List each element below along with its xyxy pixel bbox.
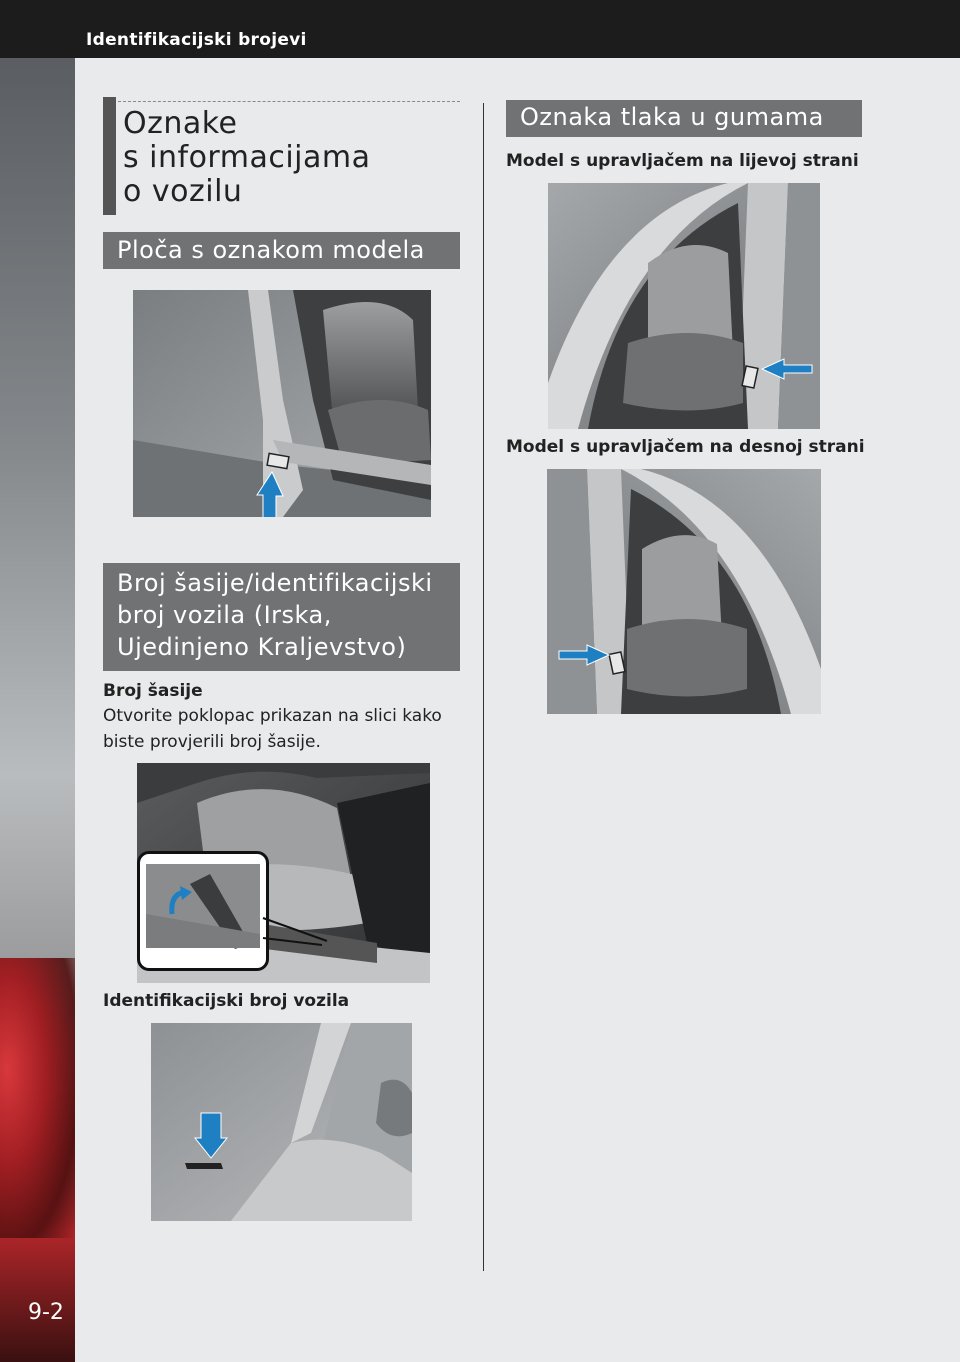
section-title-rule [118, 101, 460, 102]
column-divider [483, 103, 484, 1271]
rhd-label: Model s upravljačem na desnoj strani [506, 437, 865, 457]
chassis-heading-box [103, 563, 460, 671]
top-bar [0, 0, 960, 58]
lhd-label: Model s upravljačem na lijevoj strani [506, 151, 859, 171]
model-plate-image [133, 290, 431, 517]
tire-heading-box [506, 100, 862, 137]
page-number: 9-2 [28, 1300, 64, 1325]
chapter-title: Identifikacijski brojevi [86, 30, 307, 50]
vin-label: Identifikacijski broj vozila [103, 991, 350, 1011]
section-title-block [103, 97, 460, 215]
tire-heading: Oznaka tlaka u gumama [520, 103, 824, 131]
sidebar-strip [0, 58, 75, 1362]
model-plate-heading-box [103, 232, 460, 269]
lhd-tire-label-image [548, 183, 820, 429]
section-title: Oznake s informacijama o vozilu [123, 106, 371, 209]
chassis-heading: Broj šasije/identifikacijski broj vozila (Irska, Ujedinjeno Kraljevstvo) [117, 569, 433, 661]
section-title-bar [103, 97, 116, 215]
chassis-subheading: Broj šasije [103, 681, 203, 701]
vin-image [151, 1023, 412, 1221]
chassis-instructions: Otvorite poklopac prikazan na slici kako biste provjerili broj šasije. [103, 706, 442, 752]
chassis-cover-image [137, 763, 430, 983]
car-image-strip [0, 958, 75, 1238]
rhd-tire-label-image [547, 469, 821, 714]
model-plate-heading: Ploča s oznakom modela [117, 236, 425, 264]
